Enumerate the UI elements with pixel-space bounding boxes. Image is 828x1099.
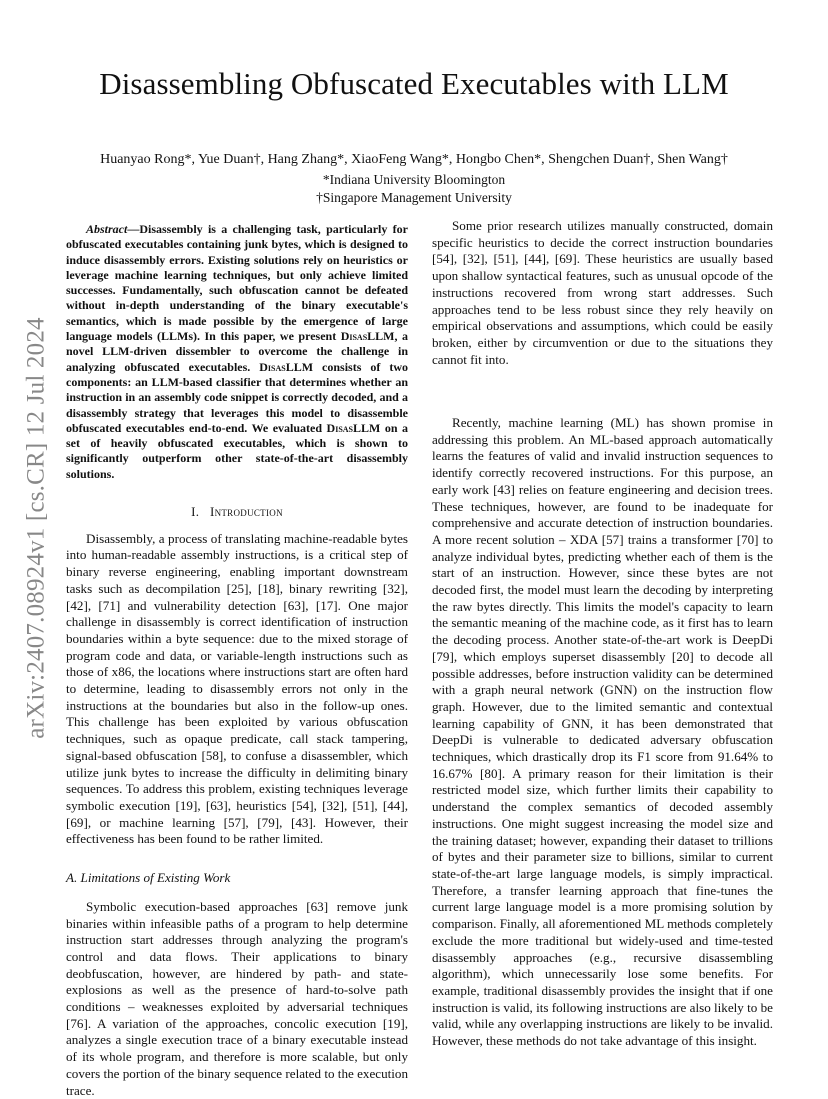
affiliation-smu: †Singapore Management University	[316, 190, 512, 205]
section-heading-introduction: I. Introduction	[191, 504, 283, 520]
abstract-label: Abstract	[86, 222, 128, 236]
limitations-paragraph: Symbolic execution-based approaches [63] remove junk binaries within infeasible paths of a program to help determine instruction start addresses through analyzing the program's control and data flows. Their applications to binary deobfuscation, however, are hindered by path- and state-explosions as well as the presence of hard-to-solve path conditions – weaknesses exploited by adversarial techniques [76]. A variation of the approaches, concolic execution [19], analyzes a single execution trace of a binary executable instead of its whole program, and therefore is more scalable, but only covers the portion of the binary sequence related to the execution trace.	[66, 898, 408, 1098]
right-column-bottom	[432, 415, 773, 1050]
arxiv-identifier-text: arXiv:2407.08924v1 [cs.CR] 12 Jul 2024	[23, 316, 50, 739]
left-column	[66, 222, 408, 1099]
paper-title: Disassembling Obfuscated Executables with LLM	[99, 66, 729, 101]
right-column-top	[432, 218, 773, 368]
system-name: DisasLLM	[326, 420, 381, 435]
arxiv-identifier	[16, 295, 58, 760]
heuristics-paragraph: Some prior research utilizes manually constructed, domain specific heuristics to decide the correct instruction boundaries [54], [32], [51], [44], [69]. These heuristics are usually based upon shallow syntactical features, such as unusual opcode of the instructions recovered from wrong start addresses. Such approaches tend to be less robust since they rely heavily on empirical observations and assumptions, which could be easily broken, either by circumvention or due to the situations they cannot fit into.	[432, 218, 773, 367]
ml-paragraph: Recently, machine learning (ML) has shown promise in addressing this problem. An ML-based approach automatically learns the features of valid and invalid instruction sequences to identify correctly recovered instructions. For this purpose, an early work [43] relies on feature engineering and decision trees. These techniques, however, are found to be inadequate for comprehensive and accurate detection of instruction boundaries. A more recent solution – XDA [57] trains a transformer [70] to analyze individual bytes, predicting whether each of them is the start of an instruction. However, since these bytes are not decoded first, the model must learn the decoding by interpreting the raw bytes directly. This limits the model's capacity to learn the semantic meaning of the machine code, as it first has to learn the decoding process. Another state-of-the-art work is DeepDi [79], which employs superset disassembly [20] to decode all possible addresses, before instruction validity can be determined with a graph neural network (GNN) on the instruction flow graph. However, due to the limited semantic and contextual learning capability of GNN, it has been demonstrated that DeepDi is vulnerable to dedicated adversary obfuscation techniques, which drastically drop its F1 score from 91.64% to 16.67% [80]. A primary reason for their limitation is their restricted model size, which further limits their capability to understand the complex semantics of decoded assembly instructions. One might suggest increasing the model size and the training dataset; however, expanding their dataset to trillions of bytes and their parameter size to billions, similar to current state-of-the-art large language models, is simply impractical. Therefore, a transfer learning approach that fine-tunes the current large language model is a more promising solution by comparison. Finally, all aforementioned ML methods completely exclude the more traditional but widely-used and time-tested disassembly approaches (e.g., recursive disassembling algorithm), which unnecessarily lose some benefits. For example, traditional disassembly provides the insight that if one instruction is valid, its following instructions are also likely to be valid, while any overlapping instructions are likely to be invalid. However, these methods do not take advantage of this insight.	[432, 415, 773, 1049]
abstract: Abstract—Disassembly is a challenging task, particularly for obfuscated executables containing junk bytes, which is designed to induce disassembly errors. Existing solutions rely on heuristics or leverage machine learning techniques, but only achieve limited successes. Fundamentally, such obfuscation cannot be defeated without in-depth understanding of the binary executable's semantics, which is made possible by the emergence of large language models (LLMs). In this paper, we present DisasLLM, a novel LLM-driven dissembler to overcome the challenge in analyzing obfuscated executables. DisasLLM consists of two components: an LLM-based classifier that determines whether an instruction in an assembly code snippet is correctly decoded, and a disassembly strategy that leverages this model to disassemble obfuscated executables end-to-end. We evaluated DisasLLM on a set of heavily obfuscated executables, which is shown to significantly outperform other state-of-the-art disassembly solutions.	[66, 222, 409, 481]
affiliation-indiana: *Indiana University Bloomington	[322, 172, 506, 187]
system-name: DisasLLM	[340, 329, 395, 344]
author-list: Huanyao Rong*, Yue Duan†, Hang Zhang*, XiaoFeng Wang*, Hongbo Chen*, Shengchen Duan†, Shen Wang†	[100, 152, 728, 167]
intro-paragraph: Disassembly, a process of translating machine-readable bytes into human-readable assembly instructions, is a critical step of binary reverse engineering, enabling important downstream tasks such as decompilation [25], [18], binary rewriting [32], [42], [71] and vulnerability detection [63], [17]. One major challenge in disassembly is correct identification of instruction boundaries within a byte sequence: due to the mixed storage of program code and data, or variable-length instructions such as those of x86, the locations where instructions start are often hard to determine, leading to disassembly errors not only in the instructions at the boundaries but also in the follow-up ones. This challenge has been exploited by various obfuscation techniques, such as opaque predicate, call stack tampering, signal-based obfuscation [58], to confuse a disassembler, which utilize junk bytes to increase the difficulty in delimiting binary sequences. To address this problem, existing techniques leverage symbolic execution [19], [63], heuristics [54], [32], [51], [44], [69], or machine learning [57], [79], [43]. However, their effectiveness has been found to be rather limited.	[66, 530, 408, 847]
subsection-heading-limitations: A. Limitations of Existing Work	[66, 870, 231, 886]
system-name: DisasLLM	[259, 359, 314, 374]
